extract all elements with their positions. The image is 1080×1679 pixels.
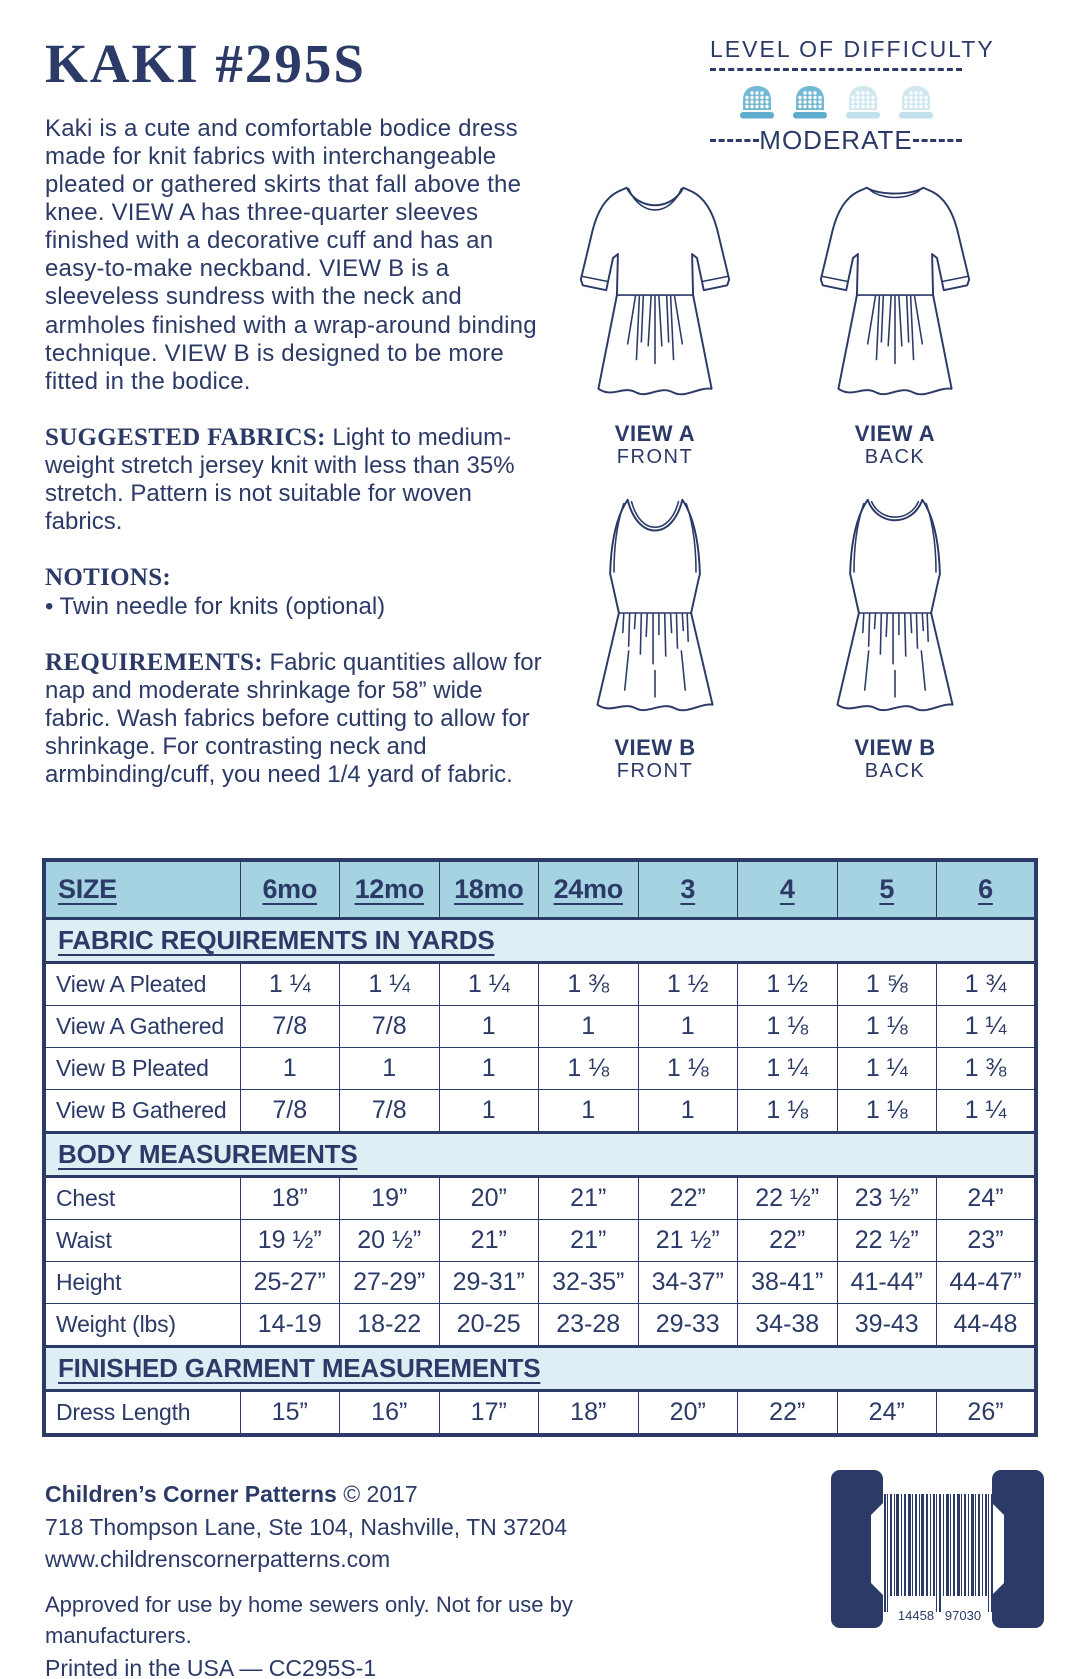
notions-bullet: • Twin needle for knits (optional)	[45, 592, 386, 620]
cell-value: 1 ⅛	[837, 1090, 937, 1133]
table-row	[44, 1006, 1036, 1048]
cell-value: 1	[439, 1090, 539, 1133]
dress-illustrations	[545, 176, 1005, 782]
view-position: BACK	[864, 760, 926, 783]
cell-value: 1	[638, 1090, 738, 1133]
notions-heading: NOTIONS:	[45, 564, 172, 592]
table-section-row	[44, 919, 1036, 963]
notions-section	[45, 563, 550, 620]
view-a-back-figure	[802, 176, 988, 468]
size-table-section	[42, 858, 1038, 1437]
cell-value: 32-35”	[539, 1262, 639, 1304]
cell-value: 23”	[937, 1220, 1037, 1262]
copyright: © 2017	[343, 1481, 418, 1507]
cell-value: 7/8	[340, 1006, 440, 1048]
view-a-front-illustration	[562, 176, 748, 420]
view-label: VIEW A	[614, 421, 696, 446]
size-header: 12mo	[340, 860, 440, 919]
view-b-front-figure	[562, 490, 748, 782]
table-row	[44, 1391, 1036, 1436]
company-name: Children’s Corner Patterns	[45, 1481, 337, 1507]
cell-value: 27-29”	[340, 1262, 440, 1304]
cell-value: 26”	[937, 1391, 1037, 1436]
row-label: View B Gathered	[44, 1090, 240, 1133]
pattern-description: Kaki is a cute and comfortable bodice dress made for knit fabrics with interchangeable pleated or gathered skirts that fall above the knee. VIEW A has three-quarter sleeves finished with a decorative cuff and has an easy-to-make neckband. VIEW B is a sleeveless sundress with the neck and armholes finished with a wrap-around binding technique. VIEW B is designed to be more fitted in the bodice.	[45, 115, 537, 395]
size-header: 5	[837, 860, 937, 919]
cell-value: 22”	[638, 1177, 738, 1220]
cell-value: 1 ¼	[937, 1006, 1037, 1048]
illustration-column	[545, 36, 1005, 782]
barcode-digit-group: 6	[876, 1608, 884, 1623]
table-section-row	[44, 1347, 1036, 1391]
cell-value: 1 ¼	[439, 963, 539, 1006]
cell-value: 7/8	[240, 1090, 340, 1133]
row-label: Waist	[44, 1220, 240, 1262]
view-a-front-figure	[562, 176, 748, 468]
cell-value: 1 ½	[738, 963, 838, 1006]
barcode-digit-group: 14458	[897, 1608, 935, 1623]
row-label: View A Pleated	[44, 963, 240, 1006]
table-row	[44, 1304, 1036, 1347]
cell-value: 15”	[240, 1391, 340, 1436]
approval-line: Approved for use by home sewers only. Not for use by manufacturers.	[45, 1591, 573, 1648]
cell-value: 21”	[539, 1177, 639, 1220]
table-row	[44, 1262, 1036, 1304]
description-column	[45, 26, 550, 789]
cell-value: 1	[539, 1090, 639, 1133]
row-label: Chest	[44, 1177, 240, 1220]
size-header: 18mo	[439, 860, 539, 919]
table-row	[44, 1177, 1036, 1220]
cell-value: 44-47”	[937, 1262, 1037, 1304]
table-section-title: FABRIC REQUIREMENTS IN YARDS	[44, 919, 1036, 963]
cell-value: 1	[638, 1006, 738, 1048]
difficulty-meter	[710, 36, 995, 156]
cell-value: 1 ⅜	[539, 963, 639, 1006]
suggested-fabrics-text: Light to medium-weight stretch jersey knit with less than 35% stretch. Pattern is not suitable for woven fabrics.	[45, 423, 515, 536]
row-label: View A Gathered	[44, 1006, 240, 1048]
cell-value: 1 ⅛	[837, 1006, 937, 1048]
cell-value: 39-43	[837, 1304, 937, 1347]
cell-value: 1 ⅜	[937, 1048, 1037, 1090]
size-header: 6mo	[240, 860, 340, 919]
cell-value: 22 ½”	[738, 1177, 838, 1220]
barcode-bars	[884, 1494, 993, 1612]
barcode-right-spool	[992, 1470, 1044, 1628]
table-section-title: FINISHED GARMENT MEASUREMENTS	[44, 1347, 1036, 1391]
view-label: VIEW B	[854, 735, 936, 761]
thimble-icon	[894, 83, 938, 121]
cell-value: 18”	[539, 1391, 639, 1436]
cell-value: 21”	[439, 1220, 539, 1262]
cell-value: 19 ½”	[240, 1220, 340, 1262]
view-a-back-illustration	[802, 176, 988, 420]
view-b-back-illustration	[802, 490, 988, 734]
address-line: 718 Thompson Lane, Ste 104, Nashville, TN 37204	[45, 1513, 568, 1540]
printed-line: Printed in the USA — CC295S-1	[45, 1654, 377, 1679]
cell-value: 24”	[837, 1391, 937, 1436]
view-label: VIEW B	[614, 735, 696, 761]
view-b-front-illustration	[562, 490, 748, 734]
cell-value: 1 ⅛	[539, 1048, 639, 1090]
size-header: 4	[738, 860, 838, 919]
thimble-icon	[841, 83, 885, 121]
size-column-header: SIZE	[44, 860, 240, 919]
size-header: 24mo	[539, 860, 639, 919]
cell-value: 22 ½”	[837, 1220, 937, 1262]
difficulty-label: MODERATE	[759, 125, 913, 155]
cell-value: 44-48	[937, 1304, 1037, 1347]
cell-value: 20-25	[439, 1304, 539, 1347]
cell-value: 20”	[638, 1391, 738, 1436]
cell-value: 18-22	[340, 1304, 440, 1347]
difficulty-label-row	[710, 125, 962, 156]
cell-value: 20”	[439, 1177, 539, 1220]
row-label: Height	[44, 1262, 240, 1304]
cell-value: 21”	[539, 1220, 639, 1262]
cell-value: 1	[340, 1048, 440, 1090]
cell-value: 23 ½”	[837, 1177, 937, 1220]
cell-value: 1 ¾	[937, 963, 1037, 1006]
cell-value: 22”	[738, 1391, 838, 1436]
thimble-icon	[735, 83, 779, 121]
cell-value: 1 ⅝	[837, 963, 937, 1006]
cell-value: 1 ½	[638, 963, 738, 1006]
difficulty-heading: LEVEL OF DIFFICULTY	[710, 36, 995, 62]
thimble-icon	[788, 83, 832, 121]
cell-value: 1 ¼	[240, 963, 340, 1006]
view-b-back-figure	[802, 490, 988, 782]
cell-value: 1 ¼	[738, 1048, 838, 1090]
requirements-text: Fabric quantities allow for nap and moderate shrinkage for 58” wide fabric. Wash fabrics before cutting to allow for shrinkage. For contrasting neck and armbinding/cuff, you need 1/4 yard of fabric.	[45, 648, 542, 789]
table-section-title: BODY MEASUREMENTS	[44, 1133, 1036, 1177]
size-table	[42, 858, 1038, 1437]
cell-value: 1 ¼	[937, 1090, 1037, 1133]
thimble-rating	[710, 83, 962, 121]
cell-value: 1 ⅛	[738, 1090, 838, 1133]
company-line	[45, 1478, 705, 1511]
requirements-heading: REQUIREMENTS:	[45, 648, 263, 676]
cell-value: 29-33	[638, 1304, 738, 1347]
table-row	[44, 1220, 1036, 1262]
table-row	[44, 963, 1036, 1006]
cell-value: 20 ½”	[340, 1220, 440, 1262]
table-section-row	[44, 1133, 1036, 1177]
cell-value: 1 ⅛	[738, 1006, 838, 1048]
cell-value: 1 ⅛	[638, 1048, 738, 1090]
cell-value: 29-31”	[439, 1262, 539, 1304]
table-row	[44, 1048, 1036, 1090]
row-label: View B Pleated	[44, 1048, 240, 1090]
barcode-left-spool	[831, 1470, 883, 1628]
barcode-digit-group: 5	[993, 1608, 1001, 1623]
cell-value: 1 ¼	[340, 963, 440, 1006]
suggested-fabrics-heading: SUGGESTED FABRICS:	[45, 423, 326, 451]
cell-value: 34-37”	[638, 1262, 738, 1304]
website-line: www.childrenscornerpatterns.com	[45, 1546, 391, 1573]
cell-value: 1	[240, 1048, 340, 1090]
cell-value: 1	[439, 1006, 539, 1048]
cell-value: 14-19	[240, 1304, 340, 1347]
cell-value: 1	[539, 1006, 639, 1048]
dash-left	[710, 139, 759, 142]
cell-value: 16”	[340, 1391, 440, 1436]
cell-value: 7/8	[340, 1090, 440, 1133]
cell-value: 7/8	[240, 1006, 340, 1048]
cell-value: 34-38	[738, 1304, 838, 1347]
cell-value: 21 ½”	[638, 1220, 738, 1262]
size-header: 6	[937, 860, 1037, 919]
page-title: KAKI #295S	[45, 33, 367, 94]
cell-value: 23-28	[539, 1304, 639, 1347]
cell-value: 18”	[240, 1177, 340, 1220]
upc-barcode	[830, 1468, 1045, 1630]
size-header-row	[44, 860, 1036, 919]
view-position: FRONT	[616, 446, 694, 469]
cell-value: 25-27”	[240, 1262, 340, 1304]
row-label: Dress Length	[44, 1391, 240, 1436]
publisher-info	[45, 1478, 705, 1679]
view-position: BACK	[864, 446, 926, 469]
cell-value: 1	[439, 1048, 539, 1090]
row-label: Weight (lbs)	[44, 1304, 240, 1347]
barcode-digit-group: 97030	[944, 1608, 982, 1623]
requirements-section	[45, 648, 550, 790]
cell-value: 41-44”	[837, 1262, 937, 1304]
view-label: VIEW A	[854, 421, 936, 446]
suggested-fabrics-section	[45, 423, 550, 536]
cell-value: 22”	[738, 1220, 838, 1262]
dash-right	[913, 139, 962, 142]
cell-value: 1 ¼	[837, 1048, 937, 1090]
cell-value: 19”	[340, 1177, 440, 1220]
table-row	[44, 1090, 1036, 1133]
cell-value: 38-41”	[738, 1262, 838, 1304]
cell-value: 24”	[937, 1177, 1037, 1220]
view-position: FRONT	[616, 760, 694, 783]
dashed-divider	[710, 68, 962, 71]
cell-value: 17”	[439, 1391, 539, 1436]
size-header: 3	[638, 860, 738, 919]
